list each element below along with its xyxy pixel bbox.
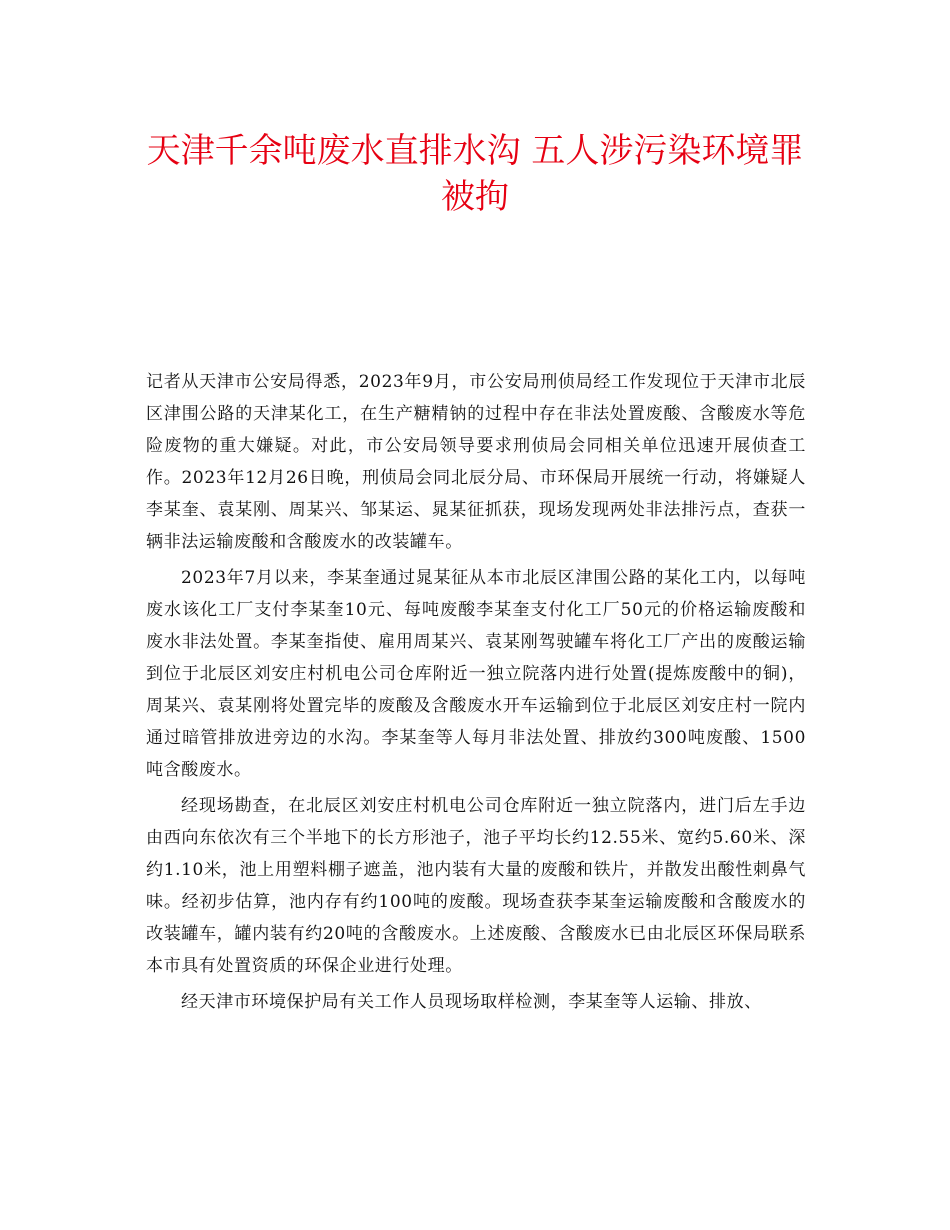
title-line-1: 天津千余吨废水直排水沟 五人涉污染环境罪 [146,131,804,171]
paragraph-3: 经现场勘查，在北辰区刘安庄村机电公司仓库附近一独立院落内，进门后左手边由西向东依次有三个半地下的长方形池子，池子平均长约12.55米、宽约5.60米、深约1.10米，池上用塑料棚子遮盖，池内装有大量的废酸和铁片，并散发出酸性刺鼻气味。经初步估算，池内存有约100吨的废酸。现场查获李某奎运输废酸和含酸废水的改装罐车，罐内装有约20吨的含酸废水。上述废酸、含酸废水已由北辰区环保局联系本市具有处置资质的环保企业进行处理。 [146,796,806,976]
article-title [140,128,810,220]
article-body [146,366,806,1018]
paragraph-2: 2023年7月以来，李某奎通过晁某征从本市北辰区津围公路的某化工内，以每吨废水该化工厂支付李某奎10元、每吨废酸李某奎支付化工厂50元的价格运输废酸和废水非法处置。李某奎指使、雇用周某兴、袁某刚驾驶罐车将化工厂产出的废酸运输到位于北辰区刘安庄村机电公司仓库附近一独立院落内进行处置(提炼废酸中的铜)，周某兴、袁某刚将处置完毕的废酸及含酸废水开车运输到位于北辰区刘安庄村一院内通过暗管排放进旁边的水沟。李某奎等人每月非法处置、排放约300吨废酸、1500吨含酸废水。 [146,568,806,780]
paragraph-1: 记者从天津市公安局得悉，2023年9月，市公安局刑侦局经工作发现位于天津市北辰区津围公路的天津某化工，在生产糖精钠的过程中存在非法处置废酸、含酸废水等危险废物的重大嫌疑。对此，市公安局领导要求刑侦局会同相关单位迅速开展侦查工作。2023年12月26日晚，刑侦局会同北辰分局、市环保局开展统一行动，将嫌疑人李某奎、袁某刚、周某兴、邹某运、晁某征抓获，现场发现两处非法排污点，查获一辆非法运输废酸和含酸废水的改装罐车。 [146,372,806,552]
title-line-2: 被拘 [441,177,509,217]
paragraph-4: 经天津市环境保护局有关工作人员现场取样检测，李某奎等人运输、排放、 [181,992,762,1012]
